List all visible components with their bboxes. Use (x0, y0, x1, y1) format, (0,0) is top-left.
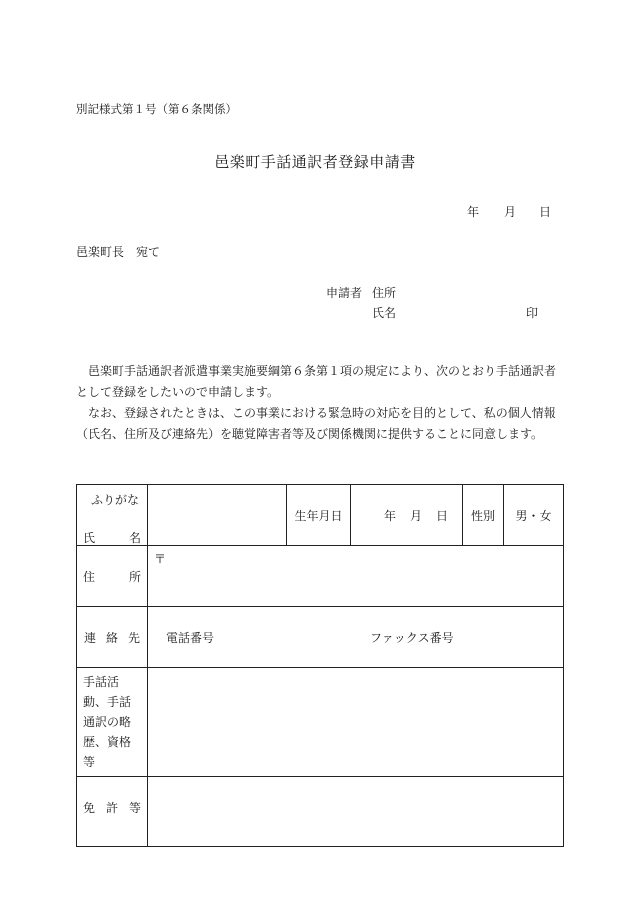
license-field[interactable] (148, 777, 564, 847)
row-experience (77, 668, 564, 777)
name-label-cell (77, 485, 148, 546)
address-label-1: 住 (83, 569, 96, 584)
applicant-address-label: 住所 (372, 286, 397, 300)
birth-month-unit: 月 (409, 508, 422, 523)
contact-label-2: 絡 (105, 630, 118, 645)
row-license (77, 777, 564, 847)
row-contact (77, 607, 564, 668)
row-name (77, 485, 564, 546)
contact-field[interactable] (148, 607, 564, 668)
address-label-2: 所 (128, 569, 141, 584)
birth-day-unit: 日 (435, 508, 448, 523)
fax-label: ファックス番号 (370, 630, 454, 645)
license-label-3: 等 (128, 801, 141, 815)
date-month: 月 (504, 205, 517, 219)
form-number: 別記様式第１号（第６条関係） (76, 102, 237, 116)
furigana-label: ふりがな (91, 493, 140, 507)
row-address (77, 546, 564, 607)
application-table (76, 484, 564, 847)
phone-label: 電話番号 (166, 630, 215, 645)
date-year: 年 (467, 205, 480, 219)
birthdate-label-cell (287, 485, 351, 546)
applicant-name-label: 氏名 (372, 306, 397, 320)
consent-paragraph: なお、登録されたときは、この事業における緊急時の対応を目的として、私の個人情報（氏名、住所及び連絡先）を聴覚障害者等及び関係機関に提供することに同意します。 (76, 406, 556, 441)
birth-year-unit: 年 (383, 508, 396, 523)
contact-label-3: 先 (127, 630, 140, 645)
contact-label-1: 連 (84, 630, 97, 645)
experience-label: 手話活動、手話通訳の略歴、資格等 (83, 675, 132, 769)
name-label-2: 名 (128, 531, 141, 545)
experience-field[interactable] (148, 668, 564, 777)
gender-options: 男・女 (515, 508, 552, 523)
seal-mark: 印 (526, 306, 539, 320)
applicant-label: 申請者 (326, 286, 363, 300)
contact-label-cell (77, 607, 148, 668)
gender-label: 性別 (470, 508, 495, 523)
gender-field[interactable] (504, 485, 564, 546)
postal-mark: 〒 (154, 552, 167, 566)
license-label-cell (77, 777, 148, 847)
address-label-cell (77, 546, 148, 607)
date-day: 日 (539, 205, 552, 219)
addressee: 邑楽町長 宛て (76, 245, 161, 259)
name-label-1: 氏 (83, 531, 96, 545)
gender-label-cell (463, 485, 504, 546)
license-label-1: 免 (83, 801, 96, 815)
birthdate-field[interactable] (351, 485, 463, 546)
experience-label-cell (77, 668, 148, 777)
license-label-2: 許 (105, 801, 118, 815)
name-field[interactable] (148, 485, 287, 546)
birthdate-label: 生年月日 (294, 508, 343, 523)
statement-paragraph: 邑楽町手話通訳者派遣事業実施要綱第６条第１項の規定により、次のとおり手話通訳者として登録をしたいので申請します。 (76, 364, 557, 399)
page-title: 邑楽町手話通訳者登録申請書 (214, 153, 416, 171)
address-field[interactable] (148, 546, 564, 607)
